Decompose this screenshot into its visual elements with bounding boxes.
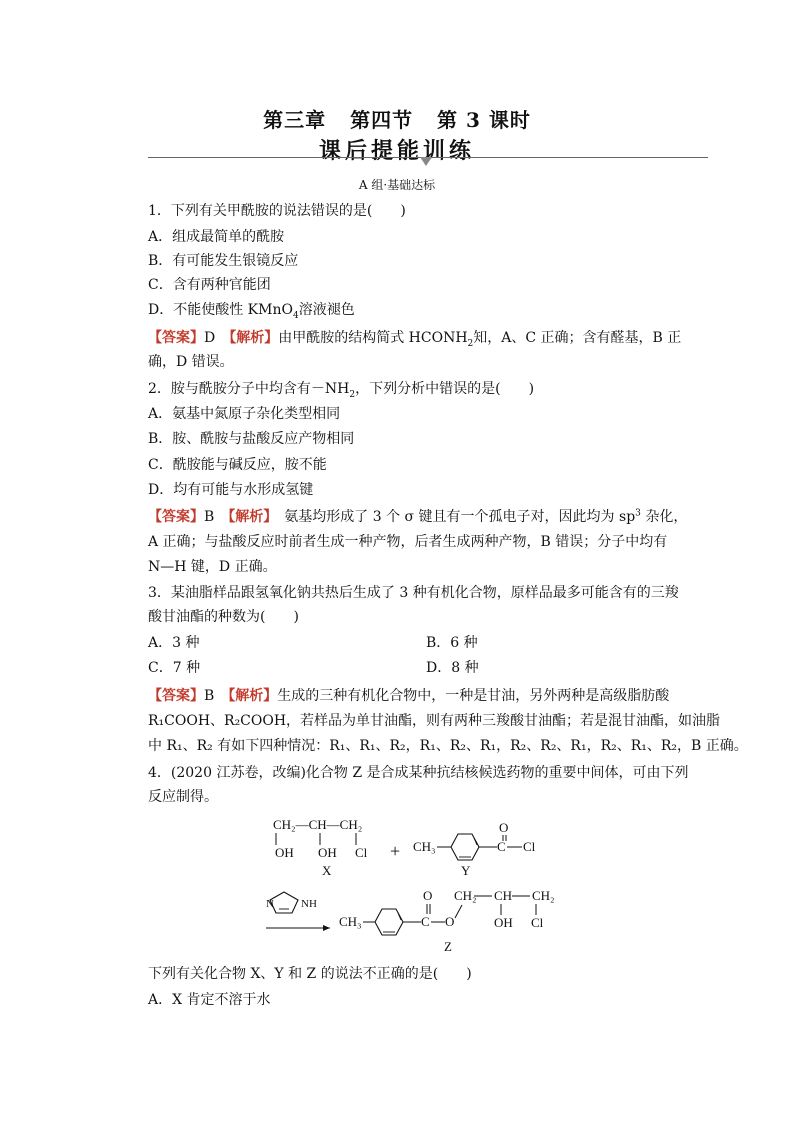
section-label: 第四节 [350, 108, 414, 132]
q2-option-d: D．均有可能与水形成氢键 [148, 482, 314, 498]
y-oxygen: O [499, 820, 509, 835]
q4-stem-line1: 4．(2020 江苏卷，改编)化合物 Z 是合成某种抗结核候选药物的重要中间体，可由下列 [148, 765, 689, 781]
q1-option-c: C．含有两种官能团 [148, 277, 271, 293]
x-cl: Cl [355, 845, 368, 860]
q3-analysis-line2: R₁COOH、R₂COOH，若样品为单甘油酯，则有两种三羧酸甘油酯；若是混甘油酯，如油脂 [148, 713, 721, 729]
q3-answer: 【答案】B 【解析】生成的三种有机化合物中，一种是甘油，另外两种是高级脂肪酸 [148, 688, 670, 704]
y-carbon: C [497, 839, 506, 854]
z-carbon: C [421, 914, 430, 929]
z-ester-oxygen: O [445, 914, 455, 929]
z-cl: Cl [531, 915, 544, 930]
q4-option-a: A．X 肯定不溶于水 [148, 992, 271, 1008]
q1-option-a: A．组成最简单的酰胺 [148, 229, 285, 245]
y-ch3: CH₃ [413, 839, 436, 854]
q2-option-b: B．胺、酰胺与盐酸反应产物相同 [148, 431, 355, 447]
y-benzene-ring [451, 834, 479, 860]
q2-stem: 2．胺与酰胺分子中均含有$-NH_2$，下列分析中错误的是( ) [148, 381, 535, 400]
arrow-head-icon [323, 925, 330, 931]
z-benzene-ring [375, 909, 403, 935]
lesson-label: 第 3 课时 [437, 108, 531, 132]
x-oh-1: OH [275, 845, 294, 860]
label-z: Z [444, 939, 452, 954]
q3-option-d: D．8 种 [426, 660, 479, 676]
q2-answer: 【答案】B 【解析】 氨基均形成了 3 个 σ 键且有一个孤电子对，因此均为 $sp^3$ 杂化， [148, 508, 688, 525]
q2-option-c: C．酰胺能与碱反应，胺不能 [148, 457, 327, 473]
imidazole-nh: NH [301, 898, 317, 910]
label-x: X [322, 863, 332, 878]
page-title: 课后提能训练 [318, 138, 475, 164]
q1-analysis-cont: 确，D 错误。 [148, 354, 234, 370]
group-label: A 组·基础达标 [358, 178, 436, 192]
z-chain-ch: CH [494, 888, 513, 903]
plus-sign: + [390, 841, 401, 861]
analysis-tag: 【解析】 [229, 330, 279, 346]
z-oh: OH [494, 915, 513, 930]
q3-stem-line1: 3．某油脂样品跟氢氧化钠共热后生成了 3 种有机化合物，原样品最多可能含有的三羧 [148, 585, 679, 601]
q3-option-b: B．6 种 [426, 635, 478, 651]
imidazole-n: N [266, 898, 274, 910]
q4-stem-line2: 反应制得。 [148, 789, 218, 805]
q1-stem: 1．下列有关甲酰胺的说法错误的是( ) [148, 203, 406, 219]
chapter-label: 第三章 [263, 108, 327, 132]
imidazole-ring [270, 892, 298, 913]
q1-option-d: D．不能使酸性 KMnO$_4$溶液褪色 [148, 302, 355, 321]
label-y: Y [461, 863, 471, 878]
q3-stem-line2: 酸甘油酯的种数为( ) [148, 609, 299, 625]
answer-tag: 【答案】 [148, 330, 204, 346]
x-chain: CH₂—CH—CH₂ [273, 817, 363, 832]
q2-analysis-line3: N—H 键，D 正确。 [148, 559, 277, 575]
q3-option-c: C．7 种 [148, 660, 201, 676]
z-bond-4 [455, 905, 462, 918]
q2-option-a: A．氨基中氮原子杂化类型相同 [148, 406, 341, 422]
q3-analysis-line3: 中 R₁、R₂ 有如下四种情况：R₁、R₁、R₂，R₁、R₂、R₁，R₂、R₂、R₁，R₂、R₁、R₂，B 正确。 [148, 738, 748, 754]
q1-answer: 【答案】D 【解析】由甲酰胺的结构简式 $HCONH_2$知，A、C 正确；含有醛基，B 正 [148, 330, 682, 349]
z-chain-ch2-2: CH₂ [532, 888, 555, 903]
z-chain-ch2-1: CH₂ [454, 888, 477, 903]
q1-option-b: B．有可能发生银镜反应 [148, 253, 299, 269]
q4-question: 下列有关化合物 X、Y 和 Z 的说法不正确的是( ) [148, 966, 472, 982]
x-oh-2: OH [318, 845, 337, 860]
q3-option-a: A．3 种 [148, 635, 200, 651]
y-cl: Cl [523, 839, 536, 854]
q2-analysis-line2: A 正确；与盐酸反应时前者生成一种产物，后者生成两种产物，B 错误；分子中均有 [148, 534, 668, 550]
z-ch3: CH₃ [339, 914, 362, 929]
z-carbonyl-oxygen: O [423, 888, 433, 903]
